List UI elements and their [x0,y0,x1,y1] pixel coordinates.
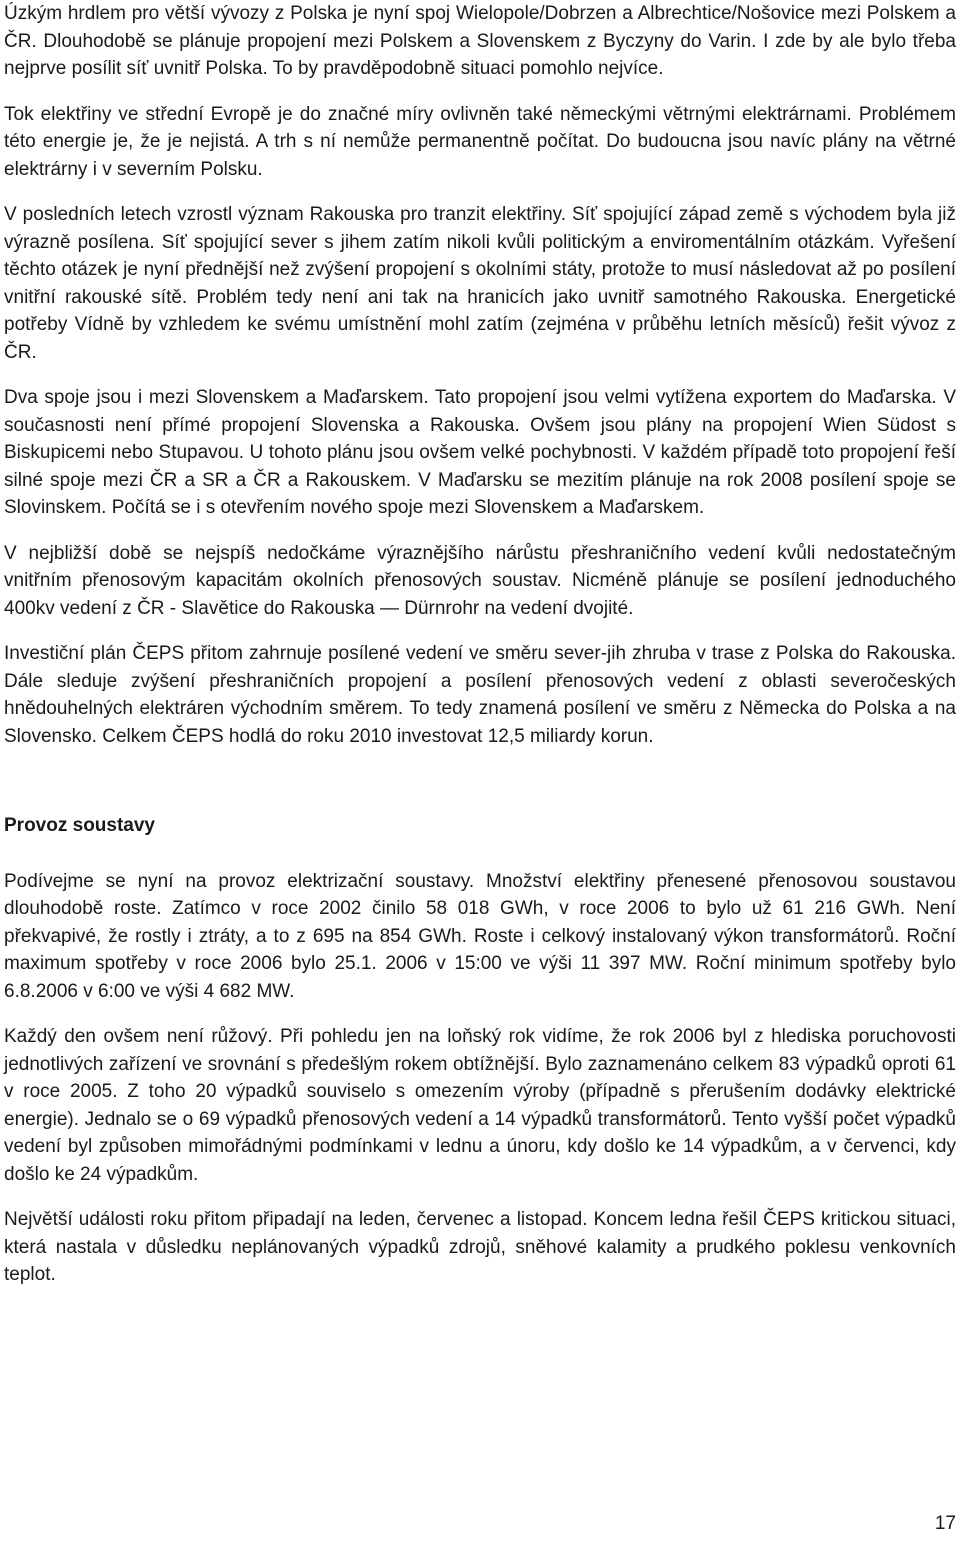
paragraph-nejvetsi-udalosti: Největší události roku přitom připadají na leden, červenec a listopad. Koncem ledna řešil ČEPS kritickou situaci, která nastala v důsledku neplánovaných výpadků zdrojů, sněhové kalamity a prudkého poklesu venkovních teplot. [4,1209,956,1285]
section-heading: Provoz soustavy [4,815,155,836]
page-number: 17 [934,1513,956,1534]
paragraph-polsko-hrdlo: Úzkým hrdlem pro větší vývozy z Polska je nyní spoj Wielopole/Dobrzen a Albrechtice/Nošovice mezi Polskem a ČR. Dlouhodobě se plánuje propojení mezi Polskem a Slovenskem z Byczyny do Varin. I zde by ale bylo třeba nejprve posílit síť uvnitř Polska. To by pravděpodobně situaci pomohlo nejvíce. [4,3,956,79]
paragraph-rakousko-tranzit: V posledních letech vzrostl význam Rakouska pro tranzit elektřiny. Síť spojující západ země s východem byla již výrazně posílena. Síť spojující sever s jihem zatím nikoli kvůli politickým a enviromentálním otázkám. Vyřešení těchto otázek je nyní přednější než zvýšení propojení s okolními státy, protože to musí následovat až po posílení vnitřní rakouské sítě. Problém tedy není ani tak na hranicích jako uvnitř samotného Rakouska. Energetické potřeby Vídně by vzhledem ke svému umístnění mohl zatím (zejména v průběhu letních měsíců) řešit vývoz z ČR. [4,204,956,363]
paragraph-provoz-soustavy: Podívejme se nyní na provoz elektrizační soustavy. Množství elektřiny přenesené přenosovou soustavou dlouhodobě roste. Zatímco v roce 2002 činilo 58 018 GWh, v roce 2006 to bylo už 61 216 GWh. Není překvapivé, že rostly i ztráty, a to z 695 na 854 GWh. Roste i celkový instalovaný výkon transformátorů. Roční maximum spotřeby v roce 2006 bylo 25.1. 2006 v 15:00 ve výši 11 397 MW. Roční minimum spotřeby bylo 6.8.2006 v 6:00 ve výši 4 682 MW. [4,870,956,1002]
page-content [4,0,956,1289]
paragraph-slovensko-madarsko: Dva spoje jsou i mezi Slovenskem a Maďarskem. Tato propojení jsou velmi vytížena exportem do Maďarska. V současnosti není přímé propojení Slovenska a Rakouska. Ovšem jsou plány na propojení Wien Südost s Biskupicemi nebo Stupavou. U tohoto plánu jsou ovšem velké pochybnosti. V každém případě toto propojení řeší silné spoje mezi ČR a SR a ČR a Rakouskem. V Maďarsku se mezitím plánuje na rok 2008 posílení spoje se Slovinskem. Počítá se i s otevřením nového spoje mezi Slovenskem a Maďarskem. [4,387,956,518]
paragraph-nejblizsi-doba: V nejbližší době se nejspíš nedočkáme výraznějšího nárůstu přeshraničního vedení kvůli nedostatečným vnitřním přenosovým kapacitám okolních přenosových soustav. Nicméně plánuje se posílení jednoduchého 400kv vedení z ČR - Slavětice do Rakouska — Dürnrohr na vedení dvojité. [4,542,956,619]
paragraph-vetrne-elektrarny: Tok elektřiny ve střední Evropě je do značné míry ovlivněn také německými větrnými elektrárnami. Problémem této energie je, že je nejistá. A trh s ní nemůže permanentně počítat. Do budoucna jsou navíc plány na větrné elektrárny i v severním Polsku. [4,103,956,180]
paragraph-investicni-plan: Investiční plán ČEPS přitom zahrnuje posílené vedení ve směru sever-jih zhruba v trase z Polska do Rakouska. Dále sleduje zvýšení přeshraničních propojení a posílení přenosových vedení z oblasti severočeských hnědouhelných elektráren východním směrem. To tedy znamená posílení ve směru z Německa do Polska a na Slovensko. Celkem ČEPS hodlá do roku 2010 investovat 12,5 miliardy korun. [4,643,956,747]
paragraph-poruchovost: Každý den ovšem není růžový. Při pohledu jen na loňský rok vidíme, že rok 2006 byl z hlediska poruchovosti jednotlivých zařízení ve srovnání s předešlým rokem obtížnější. Bylo zaznamenáno celkem 83 výpadků oproti 61 v roce 2005. Z toho 20 výpadků souviselo s omezením výroby (případně s přerušením dodávky elektrické energie). Jednalo se o 69 výpadků přenosových vedení a 14 výpadků transformátorů. Tento vyšší počet výpadků vedení byl způsoben mimořádnými podmínkami v lednu a únoru, kdy došlo ke 14 výpadkům, a v červenci, kdy došlo ke 24 výpadkům. [4,1026,956,1185]
